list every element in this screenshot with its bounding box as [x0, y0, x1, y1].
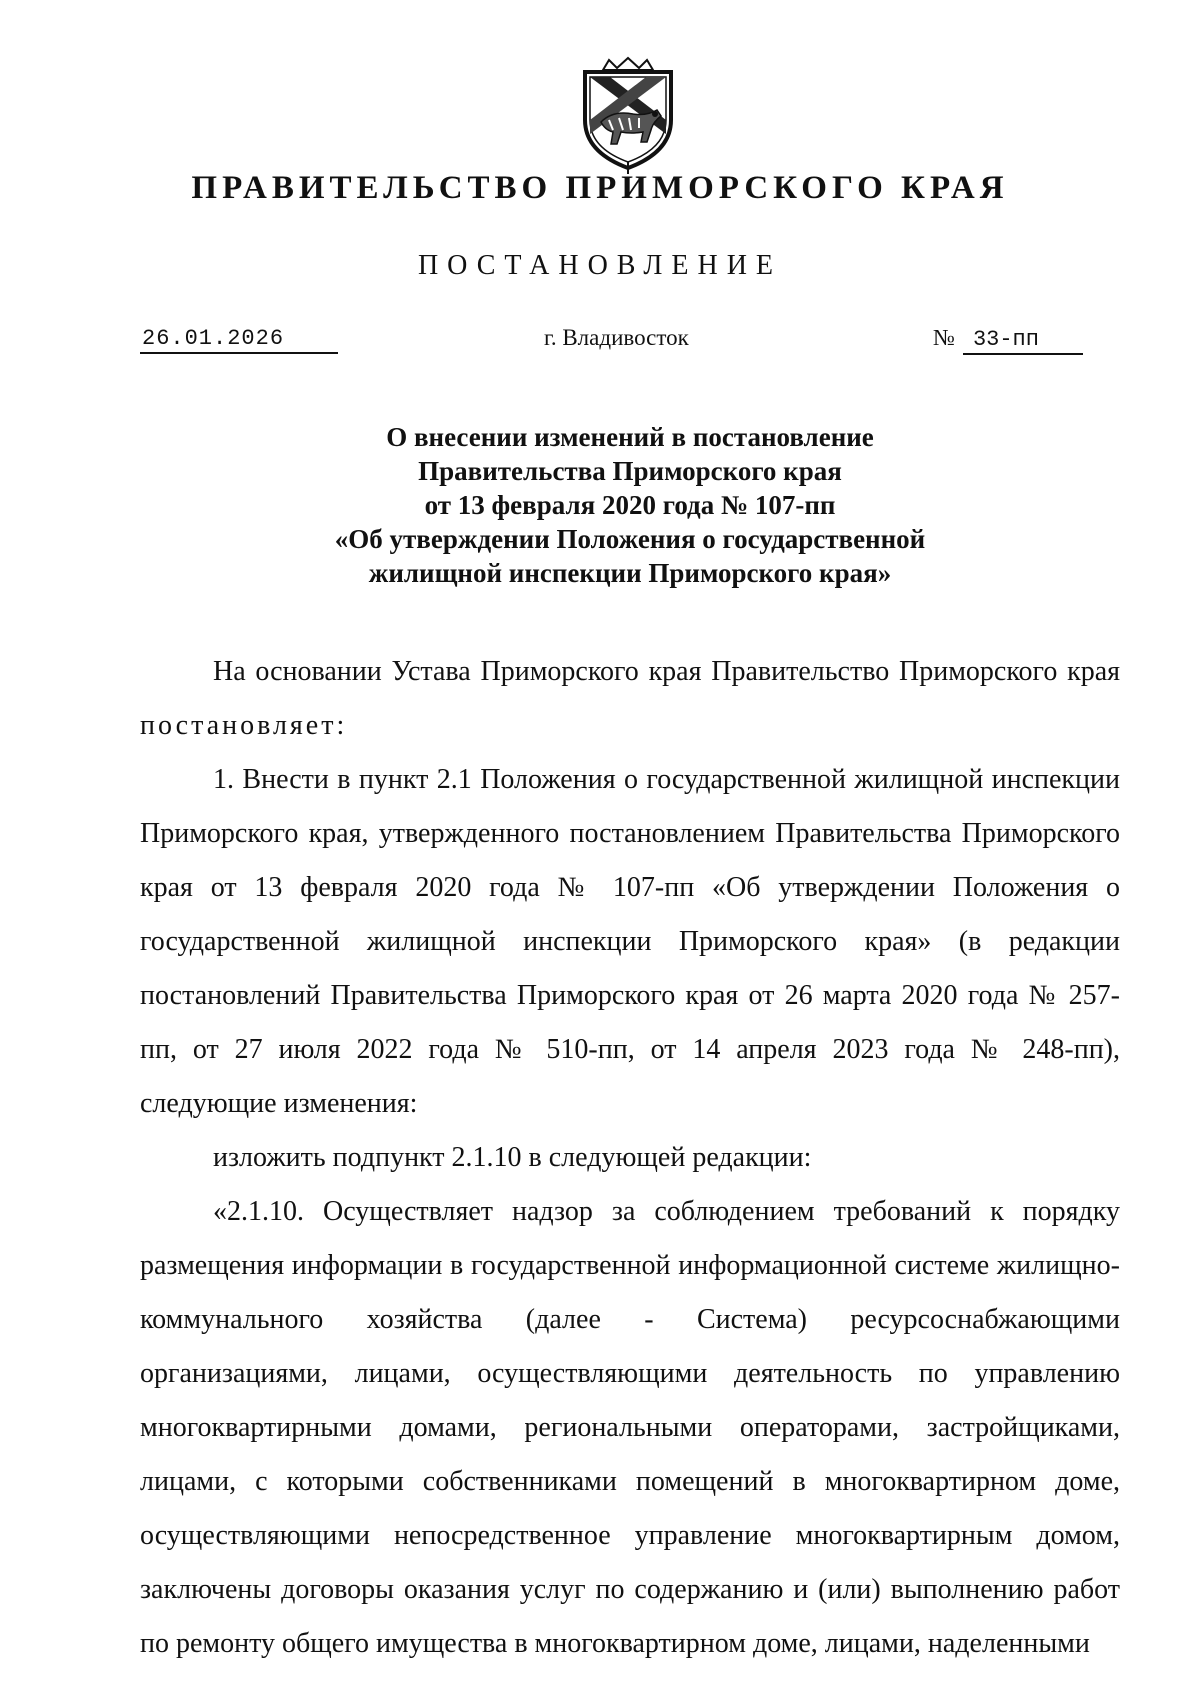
document-number: [933, 324, 1113, 355]
document-date: 26.01.2026: [140, 326, 338, 354]
coat-of-arms-icon: [573, 56, 683, 174]
heading-line: от 13 февраля 2020 года № 107-пп: [424, 490, 836, 520]
intro-paragraph: [140, 645, 1120, 753]
number-value: 33-пп: [963, 327, 1083, 355]
item-1-sub-paragraph: изложить подпункт 2.1.10 в следующей редакции:: [213, 1142, 812, 1173]
heading-line: «Об утверждении Положения о государственной: [334, 524, 926, 554]
number-label: №: [933, 325, 955, 350]
document-city: г. Владивосток: [544, 325, 689, 350]
document-type: ПОСТАНОВЛЕНИЕ: [417, 250, 783, 281]
intro-text: На основании Устава Приморского края Правительство Приморского края: [213, 656, 1120, 687]
quote-paragraph: «2.1.10. Осуществляет надзор за соблюдением требований к порядку размещения информации в государственной информационной системе жилищно-коммунального хозяйства (далее - Система) ресурсоснабжающими организациями, лицами, осуществляющими деятельность по управлению многоквартирными домами, региональными операторами, застройщиками, лицами, с которыми собственниками помещений в многоквартирном доме, осуществляющими непосредственное управление многоквартирным домом, заключены договоры оказания услуг по содержанию и (или) выполнению работ по ремонту общего имущества в многоквартирном доме, лицами, наделенными: [140, 1196, 1120, 1659]
heading-line: жилищной инспекции Приморского края»: [368, 558, 892, 588]
government-title: ПРАВИТЕЛЬСТВО ПРИМОРСКОГО КРАЯ: [191, 170, 1009, 206]
item-1-paragraph: 1. Внести в пункт 2.1 Положения о государственной жилищной инспекции Приморского края, утвержденного постановлением Правительства Приморского края от 13 февраля 2020 года № 107-пп «Об утверждении Положения о государственной жилищной инспекции Приморского края» (в редакции постановлений Правительства Приморского края от 26 марта 2020 года № 257-пп, от 27 июля 2022 года № 510-пп, от 14 апреля 2023 года № 248-пп), следующие изменения:: [140, 764, 1120, 1119]
document-body: [140, 645, 1120, 1671]
heading-line: Правительства Приморского края: [418, 456, 842, 486]
document-heading: [140, 420, 1120, 590]
intro-action: постановляет:: [140, 710, 348, 741]
heading-line: О внесении изменений в постановление: [386, 422, 874, 452]
